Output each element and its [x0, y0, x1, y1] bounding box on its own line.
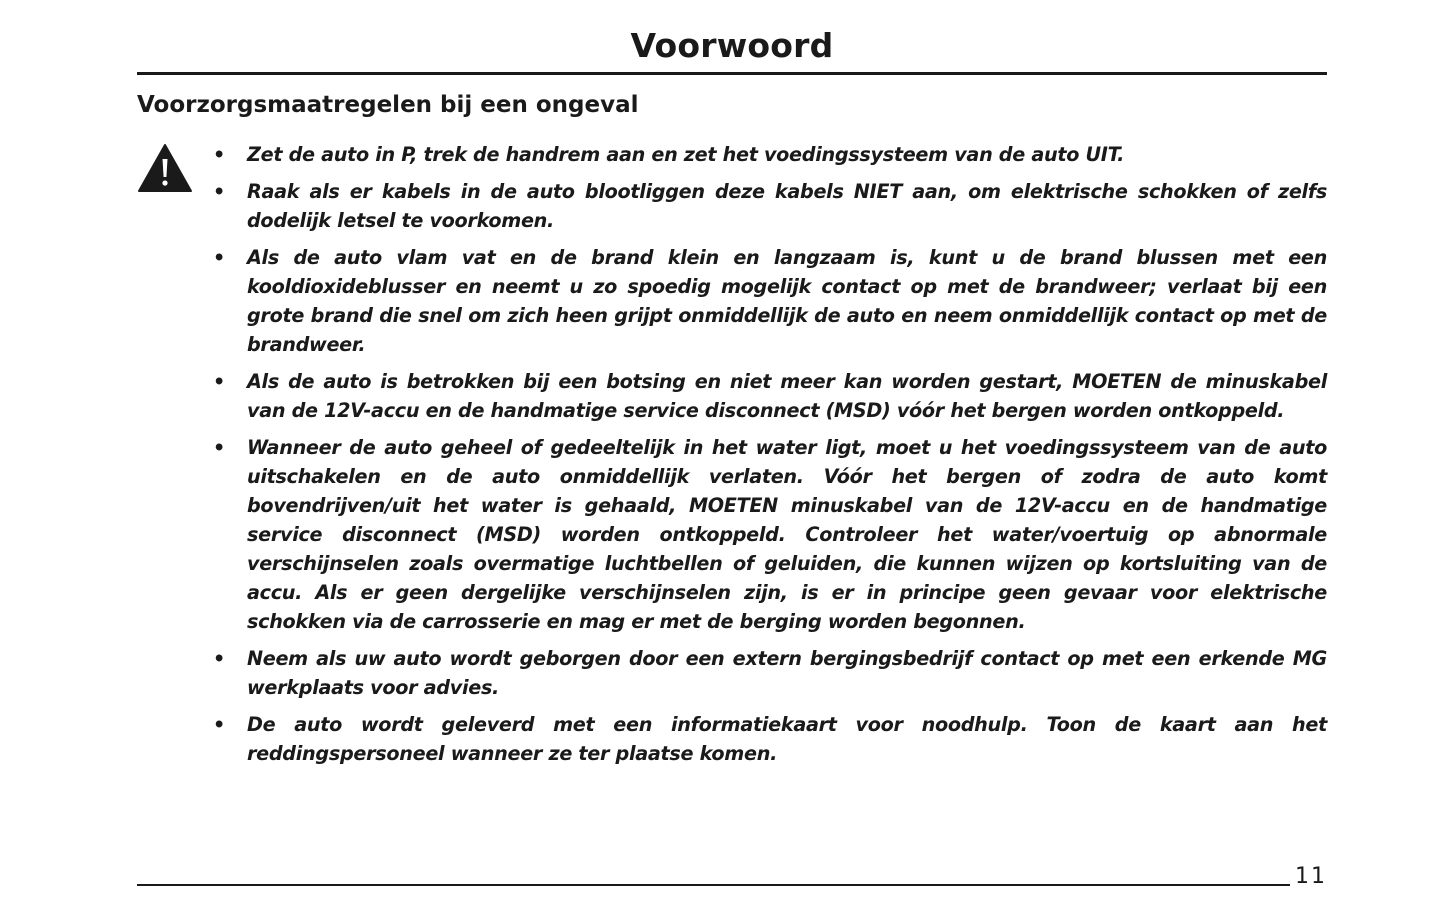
bullet-icon: • [213, 370, 225, 393]
list-item-text: Neem als uw auto wordt geborgen door een extern bergingsbedrijf contact op met een erkende MG werkplaats voor advies. [247, 647, 1327, 699]
list-item [213, 367, 1327, 425]
list-item-text: De auto wordt geleverd met een informatiekaart voor noodhulp. Toon de kaart aan het reddingspersoneel wanneer ze ter plaatse komen. [247, 713, 1327, 765]
page-title: Voorwoord [630, 26, 834, 65]
bullet-icon: • [213, 647, 225, 670]
list-item [213, 177, 1327, 235]
list-item-text: Raak als er kabels in de auto blootliggen deze kabels NIET aan, om elektrische schokken of zelfs dodelijk letsel te voorkomen. [247, 180, 1327, 232]
list-item [213, 140, 1327, 169]
bullet-icon: • [213, 143, 225, 166]
footer-divider [137, 884, 1290, 886]
list-item [213, 644, 1327, 702]
warning-list [213, 140, 1327, 776]
bullet-icon: • [213, 713, 225, 736]
section-heading: Voorzorgsmaatregelen bij een ongeval [137, 92, 639, 118]
title-divider [137, 72, 1327, 75]
bullet-icon: • [213, 180, 225, 203]
bullet-icon: • [213, 436, 225, 459]
warning-triangle-icon [137, 142, 193, 194]
list-item-text: Wanneer de auto geheel of gedeeltelijk in het water ligt, moet u het voedingssysteem van de auto uitschakelen en de auto onmiddellijk verlaten. Vóór het bergen of zodra de auto komt bovendrijven/uit het water is gehaald, MOETEN minuskabel van de 12V-accu en de handmatige service disconnect (MSD) worden ontkoppeld. Controleer het water/voertuig op abnormale verschijnselen zoals overmatige luchtbellen of geluiden, die kunnen wijzen op kortsluiting van de accu. Als er geen dergelijke verschijnselen zijn, is er in principe geen gevaar voor elektrische schokken via de carrosserie en mag er met de berging worden begonnen. [247, 436, 1327, 633]
page-number: 11 [1295, 864, 1327, 889]
list-item-text: Zet de auto in P, trek de handrem aan en zet het voedingssysteem van de auto UIT. [247, 143, 1125, 166]
list-item-text: Als de auto is betrokken bij een botsing en niet meer kan worden gestart, MOETEN de minuskabel van de 12V-accu en de handmatige service disconnect (MSD) vóór het bergen worden ontkoppeld. [247, 370, 1327, 422]
list-item-text: Als de auto vlam vat en de brand klein en langzaam is, kunt u de brand blussen met een kooldioxideblusser en neemt u zo spoedig mogelijk contact op met de brandweer; verlaat bij een grote brand die snel om zich heen grijpt onmiddellijk de auto en neem onmiddellijk contact op met de brandweer. [247, 246, 1327, 356]
list-item [213, 710, 1327, 768]
list-item [213, 433, 1327, 636]
list-item [213, 243, 1327, 359]
bullet-icon: • [213, 246, 225, 269]
